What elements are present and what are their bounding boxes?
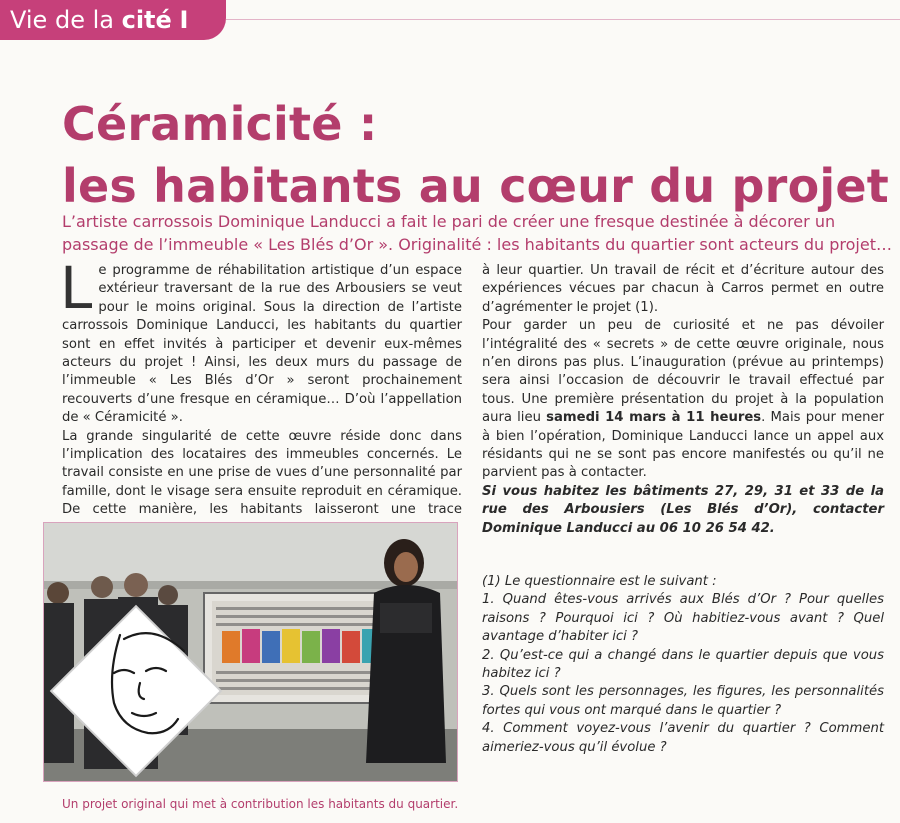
- photo-illustration: [44, 523, 458, 782]
- article-column-2: [482, 262, 884, 538]
- paragraph-2: La grande singularité de cette œuvre réside donc dans l’implication des locataires des immeubles concernés. Le travail consiste en une prise de vues d’une personnalité par famille, dont le visage sera ensuite reproduit en céramique. De cette manière, les habitants laisseront une trace: [62, 428, 462, 518]
- note-question-2: 2. Qu’est-ce qui a changé dans le quartier depuis que vous habitez ici ?: [482, 647, 884, 682]
- note-intro: (1) Le questionnaire est le suivant :: [482, 574, 717, 589]
- section-label-part2: de la: [54, 6, 122, 34]
- paragraph-3: à leur quartier. Un travail de récit et d’écriture autour des expériences vécues par chacun à Carros permet en outre d’agrémenter le projet (1).: [482, 263, 884, 315]
- header-rule: [226, 19, 900, 20]
- article-title-line1: Céramicité :: [62, 97, 378, 151]
- article-column-1: [60, 254, 462, 538]
- article-lead: L’artiste carrossois Dominique Landucci a fait le pari de créer une fresque destinée à décorer un passage de l’immeuble « Les Blés d’Or ». Originalité : les habitants du quartier sont acteurs du projet…: [62, 212, 892, 254]
- article-photo: [43, 522, 458, 782]
- questionnaire-note: [482, 573, 884, 757]
- note-question-1: 1. Quand êtes-vous arrivés aux Blés d’Or ? Pour quelles raisons ? Pourquoi ici ? Où habitiez-vous avant ? Quel avantage d’habiter ici ?: [482, 592, 884, 645]
- section-separator: I: [179, 6, 189, 34]
- event-date: samedi 14 mars à 11 heures: [546, 410, 762, 426]
- drop-cap: L: [60, 254, 93, 322]
- section-label-part1: Vie: [10, 6, 55, 34]
- article-title-line2: les habitants au cœur du projet: [62, 159, 889, 213]
- paragraph-1-text: e programme de réhabilitation artistique d’un espace extérieur traversant de la rue des Arbousiers se veut pour le moins original. Sous la direction de l’artiste carrossois Dominique Landucci, les habitants du quartier sont en effet invités à participer et devenir eux-mêmes acteurs du projet ! Ainsi, les deux murs du passage de l’immeuble « Les Blés d’Or » seront prochainement recouverts d’une fresque en céramique… D’où l’appellation de « Céramicité ».: [62, 263, 462, 426]
- note-question-4: 4. Comment voyez-vous l’avenir du quartier ? Comment aimeriez-vous qu’il évolue ?: [482, 721, 884, 755]
- photo-caption: Un projet original qui met à contribution les habitants du quartier.: [62, 797, 459, 811]
- paragraph-4-text: Pour garder un peu de curiosité et ne pas dévoiler l’intégralité des « secrets » de cette œuvre originale, nous n’en dirons pas plus. L’inauguration (prévue au printemps) sera ainsi l’occasion de découvrir le travail effectué par tous. Une première présentation du projet à la population aura lieu: [482, 318, 884, 426]
- paragraph-1: [60, 254, 462, 428]
- section-banner: [0, 0, 226, 40]
- paragraph-4: [482, 317, 884, 483]
- note-question-3: 3. Quels sont les personnages, les figures, les personnalités fortes qui vous ont marqué dans le quartier ?: [482, 684, 884, 718]
- contact-callout: Si vous habitez les bâtiments 27, 29, 31 et 33 de la rue des Arbousiers (Les Blés d’Or), contacter Dominique Landucci au 06 10 26 54 42.: [482, 483, 884, 536]
- section-label-part3: cité: [121, 6, 172, 34]
- paragraph-4-end: . Mais pour mener à bien l’opération, Dominique Landucci lance un appel aux résidants qui ne se sont pas encore manifestés ou qu’il ne parvient pas à contacter.: [482, 410, 884, 481]
